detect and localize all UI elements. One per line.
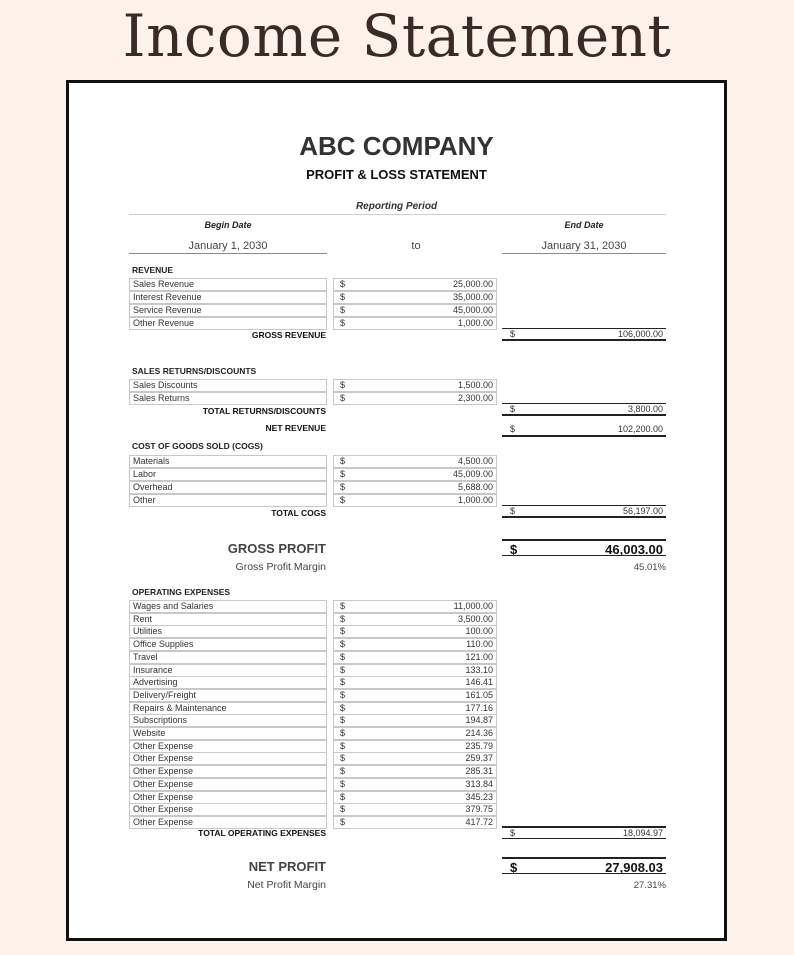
line-item-amount[interactable]: $ 100.00 [333, 625, 497, 638]
statement-sheet [66, 80, 727, 941]
gross-profit-label: GROSS PROFIT [227, 541, 326, 556]
net-profit-margin-value: 27.31% [633, 880, 666, 891]
net-revenue-total: $ 102,200.00 [502, 424, 666, 437]
period-divider [129, 214, 666, 215]
line-item-label[interactable]: Rent [129, 613, 327, 626]
line-item-label[interactable]: Labor [129, 468, 327, 481]
line-item-label[interactable]: Other Expense [129, 791, 327, 804]
line-item-amount[interactable]: $ 25,000.00 [333, 278, 497, 291]
end-date-label: End Date [564, 220, 604, 230]
net-profit-margin-label: Net Profit Margin [247, 879, 326, 891]
line-item-label[interactable]: Sales Returns [129, 392, 327, 405]
line-item-amount[interactable]: $ 146.41 [333, 676, 497, 689]
line-item-label[interactable]: Wages and Salaries [129, 600, 327, 613]
line-item-amount[interactable]: $ 1,000.00 [333, 317, 497, 330]
line-item-amount[interactable]: $ 285.31 [333, 765, 497, 778]
statement-subtitle: PROFIT & LOSS STATEMENT [306, 167, 487, 182]
line-item-label[interactable]: Subscriptions [129, 714, 327, 727]
begin-date-field[interactable]: January 1, 2030 [188, 240, 268, 252]
line-item-label[interactable]: Repairs & Maintenance [129, 702, 327, 715]
total-returns-total: $ 3,800.00 [502, 403, 666, 416]
line-item-amount[interactable]: $ 345.23 [333, 791, 497, 804]
total-opex-label: TOTAL OPERATING EXPENSES [198, 828, 326, 838]
line-item-amount[interactable]: $ 45,009.00 [333, 468, 497, 481]
gross-revenue-label: GROSS REVENUE [251, 330, 326, 340]
line-item-amount[interactable]: $ 121.00 [333, 651, 497, 664]
line-item-amount[interactable]: $ 2,300.00 [333, 392, 497, 405]
net-revenue-label: NET REVENUE [265, 423, 326, 433]
total-cogs-label: TOTAL COGS [271, 508, 326, 518]
line-item-amount[interactable]: $ 177.16 [333, 702, 497, 715]
line-item-label[interactable]: Website [129, 727, 327, 740]
opex-heading: OPERATING EXPENSES [132, 587, 231, 597]
line-item-label[interactable]: Other Revenue [129, 317, 327, 330]
net-profit-label: NET PROFIT [248, 859, 326, 874]
line-item-label[interactable]: Other Expense [129, 765, 327, 778]
gross-revenue-total: $ 106,000.00 [502, 328, 666, 341]
end-date-underline [502, 253, 666, 254]
line-item-amount[interactable]: $ 110.00 [333, 638, 497, 651]
begin-date-label: Begin Date [204, 220, 252, 230]
total-opex-total: $ 18,094.97 [502, 826, 666, 839]
company-name: ABC COMPANY [299, 131, 494, 161]
line-item-label[interactable]: Sales Discounts [129, 379, 327, 392]
returns-heading: SALES RETURNS/DISCOUNTS [132, 366, 257, 376]
gross-profit-margin-value: 45.01% [633, 562, 666, 573]
line-item-label[interactable]: Other Expense [129, 803, 327, 816]
line-item-amount[interactable]: $ 3,500.00 [333, 613, 497, 626]
line-item-amount[interactable]: $ 133.10 [333, 664, 497, 677]
line-item-amount[interactable]: $ 259.37 [333, 752, 497, 765]
line-item-amount[interactable]: $ 194.87 [333, 714, 497, 727]
line-item-amount[interactable]: $ 45,000.00 [333, 304, 497, 317]
line-item-label[interactable]: Other Expense [129, 778, 327, 791]
line-item-label[interactable]: Insurance [129, 664, 327, 677]
line-item-label[interactable]: Travel [129, 651, 327, 664]
line-item-label[interactable]: Interest Revenue [129, 291, 327, 304]
banner-title: Income Statement [122, 2, 672, 70]
line-item-amount[interactable]: $ 235.79 [333, 740, 497, 753]
line-item-label[interactable]: Utilities [129, 625, 327, 638]
line-item-label[interactable]: Overhead [129, 481, 327, 494]
total-cogs-total: $ 56,197.00 [502, 505, 666, 518]
line-item-label[interactable]: Other Expense [129, 740, 327, 753]
line-item-amount[interactable]: $ 35,000.00 [333, 291, 497, 304]
total-returns-label: TOTAL RETURNS/DISCOUNTS [202, 406, 326, 416]
line-item-label[interactable]: Delivery/Freight [129, 689, 327, 702]
line-item-amount[interactable]: $ 313.84 [333, 778, 497, 791]
to-label: to [411, 240, 421, 252]
line-item-amount[interactable]: $ 4,500.00 [333, 455, 497, 468]
line-item-amount[interactable]: $ 5,688.00 [333, 481, 497, 494]
line-item-amount[interactable]: $ 11,000.00 [333, 600, 497, 613]
line-item-label[interactable]: Other [129, 494, 327, 507]
revenue-heading: REVENUE [132, 265, 174, 275]
line-item-amount[interactable]: $ 214.36 [333, 727, 497, 740]
line-item-amount[interactable]: $ 1,500.00 [333, 379, 497, 392]
net-profit-total: $ 27,908.03 [502, 857, 666, 874]
line-item-amount[interactable]: $ 1,000.00 [333, 494, 497, 507]
line-item-label[interactable]: Office Supplies [129, 638, 327, 651]
line-item-amount[interactable]: $ 417.72 [333, 816, 497, 829]
reporting-period-label: Reporting Period [355, 201, 438, 212]
gross-profit-margin-label: Gross Profit Margin [235, 561, 326, 573]
line-item-label[interactable]: Advertising [129, 676, 327, 689]
line-item-label[interactable]: Service Revenue [129, 304, 327, 317]
cogs-heading: COST OF GOODS SOLD (COGS) [132, 441, 263, 451]
line-item-label[interactable]: Other Expense [129, 816, 327, 829]
end-date-field[interactable]: January 31, 2030 [541, 240, 627, 252]
line-item-amount[interactable]: $ 161.05 [333, 689, 497, 702]
line-item-label[interactable]: Other Expense [129, 752, 327, 765]
begin-date-underline [129, 253, 327, 254]
line-item-label[interactable]: Sales Revenue [129, 278, 327, 291]
line-item-label[interactable]: Materials [129, 455, 327, 468]
gross-profit-total: $ 46,003.00 [502, 539, 666, 556]
line-item-amount[interactable]: $ 379.75 [333, 803, 497, 816]
